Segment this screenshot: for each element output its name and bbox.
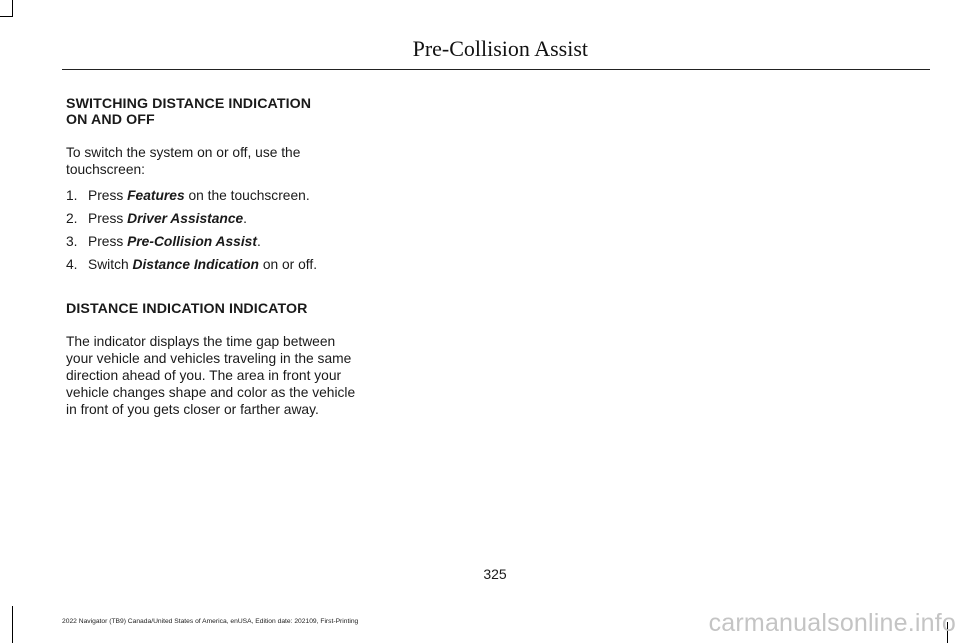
step-number: 4. xyxy=(66,257,78,272)
list-item xyxy=(66,212,356,226)
intro-paragraph: To switch the system on or off, use the touchscreen: xyxy=(66,145,301,177)
step-text: Press Features on the touchscreen. xyxy=(88,188,310,203)
steps-list xyxy=(66,189,356,272)
step-text: Press Pre-Collision Assist. xyxy=(88,234,261,249)
step-number: 3. xyxy=(66,234,78,249)
section-heading-switching xyxy=(66,96,356,128)
indicator-paragraph: The indicator displays the time gap between your vehicle and vehicles traveling in the same direction ahead of you. The area in front your vehicle changes shape and color as the vehicle in front of you gets closer or farther away. xyxy=(66,334,356,417)
page-number: 325 xyxy=(483,566,507,582)
step-text: Press Driver Assistance. xyxy=(88,211,248,226)
main-content xyxy=(66,96,356,418)
list-item xyxy=(66,189,356,203)
section-heading-indicator: DISTANCE INDICATION INDICATOR xyxy=(66,301,308,317)
edition-footer: 2022 Navigator (TB9) Canada/United States of America, enUSA, Edition date: 202109, First-Printing xyxy=(62,618,359,625)
heading-line-2: ON AND OFF xyxy=(66,112,155,128)
heading-line-1: SWITCHING DISTANCE INDICATION xyxy=(66,96,312,112)
watermark: carmanualsonline.info xyxy=(708,609,956,637)
step-number: 2. xyxy=(66,211,78,226)
step-text: Switch Distance Indication on or off. xyxy=(88,257,318,272)
page-header-title: Pre-Collision Assist xyxy=(412,36,588,61)
header-rule xyxy=(62,69,930,70)
crop-mark-top-left-horizontal xyxy=(0,16,13,17)
step-number: 1. xyxy=(66,188,78,203)
menu-term-distance-indication: Distance Indication xyxy=(132,257,259,272)
crop-mark-top-left-vertical xyxy=(12,0,13,16)
menu-term-driver-assistance: Driver Assistance xyxy=(127,211,244,226)
menu-term-pre-collision-assist: Pre-Collision Assist xyxy=(127,234,257,249)
list-item xyxy=(66,235,356,249)
crop-mark-bottom-left-vertical xyxy=(12,606,13,643)
menu-term-features: Features xyxy=(127,188,185,203)
list-item xyxy=(66,258,356,272)
